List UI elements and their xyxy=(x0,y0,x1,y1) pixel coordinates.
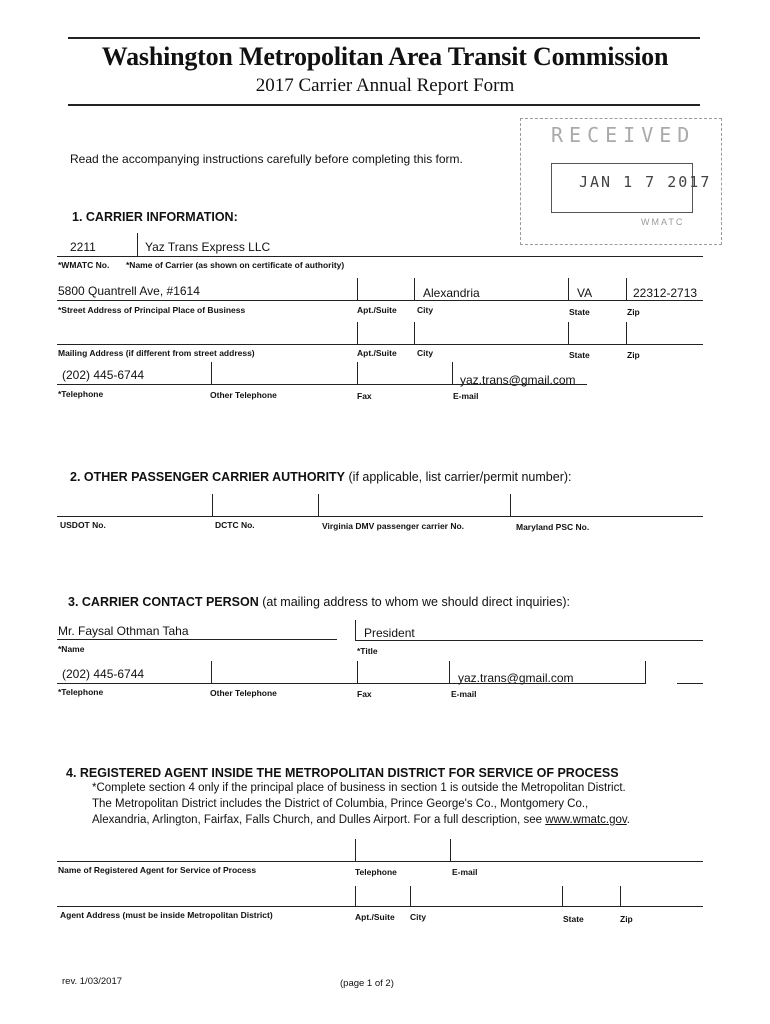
field-divider xyxy=(211,362,212,384)
field-divider xyxy=(562,886,563,906)
label-street: *Street Address of Principal Place of Business xyxy=(58,305,246,315)
contact-telephone-field[interactable]: (202) 445-6744 xyxy=(62,667,145,681)
label-apt-mailing: Apt./Suite xyxy=(357,348,397,358)
field-divider xyxy=(410,886,411,906)
section4-line3-end: . xyxy=(626,814,630,826)
header-top-rule xyxy=(68,37,700,39)
field-divider xyxy=(568,278,569,300)
field-underline xyxy=(57,516,703,517)
page-number: (page 1 of 2) xyxy=(340,978,394,989)
field-divider xyxy=(357,362,358,384)
revision-date: rev. 1/03/2017 xyxy=(62,976,123,987)
field-divider xyxy=(357,661,358,683)
field-divider xyxy=(626,322,627,344)
label-contact-title: *Title xyxy=(357,646,378,656)
carrier-name-field[interactable]: Yaz Trans Express LLC xyxy=(145,240,271,254)
label-zip-mailing: Zip xyxy=(627,350,640,360)
instructions-text: Read the accompanying instructions carefully before completing this form. xyxy=(70,152,463,166)
contact-email-field[interactable]: yaz.trans@gmail.com xyxy=(458,671,574,685)
label-wmatc-no: *WMATC No. xyxy=(58,260,110,270)
label-maryland-psc: Maryland PSC No. xyxy=(516,522,590,532)
section3-heading xyxy=(68,595,570,609)
field-divider xyxy=(620,886,621,906)
field-divider xyxy=(355,839,356,861)
label-contact-telephone: *Telephone xyxy=(58,687,104,697)
field-divider xyxy=(414,322,415,344)
street-address-field[interactable]: 5800 Quantrell Ave, #1614 xyxy=(58,284,200,298)
field-divider xyxy=(626,278,627,300)
telephone-field[interactable]: (202) 445-6744 xyxy=(62,368,145,382)
section2-heading-bold: 2. OTHER PASSENGER CARRIER AUTHORITY xyxy=(70,470,346,484)
label-agent-telephone: Telephone xyxy=(355,867,397,877)
received-stamp xyxy=(520,118,722,245)
label-other-telephone: Other Telephone xyxy=(210,390,277,400)
field-divider xyxy=(355,886,356,906)
form-title: Washington Metropolitan Area Transit Commission xyxy=(101,42,669,71)
field-underline xyxy=(355,640,703,641)
section4-heading: 4. REGISTERED AGENT INSIDE THE METROPOLITAN DISTRICT FOR SERVICE OF PROCESS xyxy=(66,766,619,780)
label-zip: Zip xyxy=(627,307,640,317)
field-divider xyxy=(449,661,450,683)
section2-heading xyxy=(70,470,572,484)
field-divider xyxy=(452,362,453,384)
field-underline xyxy=(57,639,337,640)
label-carrier-name: *Name of Carrier (as shown on certificate of authority) xyxy=(126,260,345,270)
field-underline xyxy=(57,300,703,301)
label-agent-email: E-mail xyxy=(452,867,478,877)
state-field[interactable]: VA xyxy=(577,286,593,300)
label-city: City xyxy=(417,305,434,315)
field-divider xyxy=(212,494,213,516)
stamp-date: JAN 1 7 2017 xyxy=(579,173,712,191)
label-agent-name: Name of Registered Agent for Service of Process xyxy=(58,865,257,875)
label-fax: Fax xyxy=(357,391,372,401)
section4-line3: Alexandria, Arlington, Fairfax, Falls Church, and Dulles Airport. For a full description, see xyxy=(92,814,546,826)
section3-heading-bold: 3. CARRIER CONTACT PERSON xyxy=(68,595,259,609)
contact-title-field[interactable]: President xyxy=(364,626,415,640)
label-virginia-dmv: Virginia DMV passenger carrier No. xyxy=(322,521,465,531)
label-email: E-mail xyxy=(453,391,479,401)
field-underline xyxy=(677,683,703,684)
field-underline xyxy=(57,683,646,684)
label-agent-apt: Apt./Suite xyxy=(355,912,395,922)
field-divider xyxy=(357,278,358,300)
field-underline xyxy=(57,384,587,385)
stamp-top-text: RECEIVED xyxy=(551,123,696,147)
section4-line1: *Complete section 4 only if the principal place of business in section 1 is outside the Metropolitan District. xyxy=(92,782,626,794)
label-contact-fax: Fax xyxy=(357,689,372,699)
field-underline xyxy=(57,861,703,862)
field-divider xyxy=(137,233,138,257)
section1-heading: 1. CARRIER INFORMATION: xyxy=(72,210,238,224)
label-agent-zip: Zip xyxy=(620,914,633,924)
label-agent-city: City xyxy=(410,912,427,922)
label-apt: Apt./Suite xyxy=(357,305,397,315)
field-divider xyxy=(568,322,569,344)
field-divider xyxy=(357,322,358,344)
label-usdot: USDOT No. xyxy=(60,520,106,530)
label-city-mailing: City xyxy=(417,348,434,358)
label-contact-other-telephone: Other Telephone xyxy=(210,688,277,698)
section4-line2: The Metropolitan District includes the District of Columbia, Prince George's Co., Montgomery Co., xyxy=(92,798,589,810)
label-agent-address: Agent Address (must be inside Metropolitan District) xyxy=(60,910,273,920)
label-contact-name: *Name xyxy=(58,644,85,654)
form-subtitle: 2017 Carrier Annual Report Form xyxy=(255,75,515,96)
field-divider xyxy=(414,278,415,300)
wmatc-number-field[interactable]: 2211 xyxy=(70,240,96,254)
field-underline xyxy=(57,906,703,907)
section2-heading-note: (if applicable, list carrier/permit number): xyxy=(345,470,572,484)
label-dctc: DCTC No. xyxy=(215,520,255,530)
section4-paragraph xyxy=(92,780,695,828)
field-divider xyxy=(211,661,212,683)
section3-heading-note: (at mailing address to whom we should direct inquiries): xyxy=(258,595,571,609)
city-field[interactable]: Alexandria xyxy=(423,286,480,300)
field-divider xyxy=(318,494,319,516)
label-state-mailing: State xyxy=(569,350,590,360)
field-divider xyxy=(510,494,511,516)
zip-field[interactable]: 22312-2713 xyxy=(633,286,698,300)
label-mailing-address: Mailing Address (if different from street address) xyxy=(58,348,255,358)
stamp-bottom-text: WMATC xyxy=(641,217,685,227)
field-divider xyxy=(450,839,451,861)
label-telephone: *Telephone xyxy=(58,389,104,399)
field-underline xyxy=(57,344,703,345)
label-agent-state: State xyxy=(563,914,584,924)
label-state: State xyxy=(569,307,590,317)
header-bottom-rule xyxy=(68,104,700,106)
contact-name-field[interactable]: Mr. Faysal Othman Taha xyxy=(58,624,189,638)
field-underline xyxy=(57,256,703,257)
field-divider xyxy=(355,620,356,640)
field-divider xyxy=(645,661,646,683)
wmatc-website-link[interactable]: www.wmatc.gov xyxy=(545,814,627,826)
email-field[interactable]: yaz.trans@gmail.com xyxy=(460,373,576,387)
label-contact-email: E-mail xyxy=(451,689,477,699)
